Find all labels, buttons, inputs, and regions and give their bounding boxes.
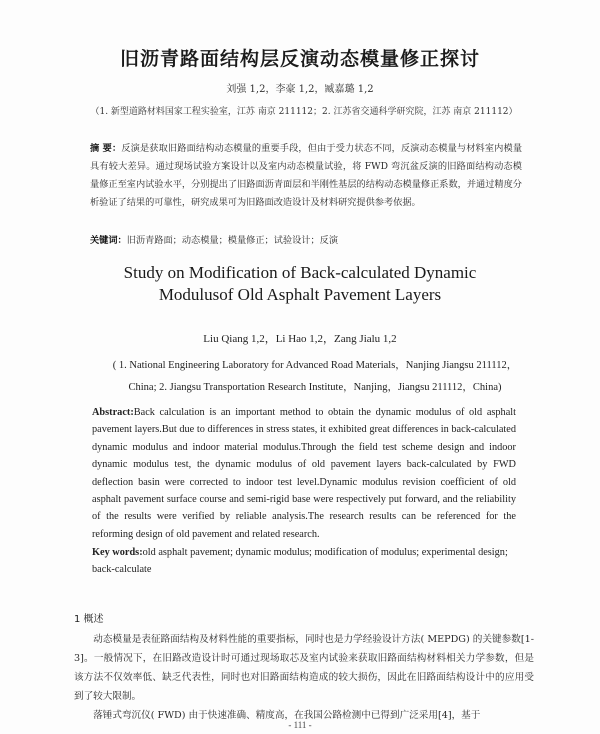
keywords-english-text: old asphalt pavement; dynamic modulus; modification of modulus; experimental design; back-calculate [92,547,508,576]
keywords-english-label: Key words: [92,547,143,558]
abstract-english-label: Abstract: [92,407,134,418]
abstract-chinese-text: 反演是获取旧路面结构动态模量的重要手段，但由于受力状态不同，反演动态模量与材料室内模量具有较大差异。通过现场试验方案设计以及室内动态模量试验，将 FWD 弯沉盆反演的旧路面结构动态模量修正至室内试验水平，分别提出了旧路面沥青面层和半刚性基层的结构动态模量修正系数，并通过精度分析验证了结果的可靠性，研究成果可为旧路面改造设计及材料研究提供参考依据。 [90,143,523,208]
body-paragraph-1: 动态模量是表征路面结构及材料性能的重要指标，同时也是力学经验设计方法( MEPDG) 的关键参数[1-3]。一般情况下，在旧路改造设计时可通过现场取芯及室内试验来获取旧路面结构材料相关力学参数，但是该方法不仅效率低、缺乏代表性，同时也对旧路面结构造成的较大损伤，因此在旧路面结构设计中的应用受到了较大限制。 [74,634,534,702]
paper-title-chinese: 旧沥青路面结构层反演动态模量修正探讨 [119,48,480,70]
section-heading-overview: 1 概述 [74,614,104,625]
paper-title-english-line-2: Modulusof Old Asphalt Pavement Layers [158,285,442,304]
abstract-english-text: Back calculation is an important method to obtain the dynamic modulus of old asphalt pavement layers.But due to differences in stress states, it exhibited great differences in back-calculated dynamic modulus and indoor material modulus.Through the field test scheme design and indoor dynamic modulus test, the dynamic modulus of old pavement layers back-calculated by FWD deflection basin were corrected to indoor test level.Dynamic modulus revision coefficient of old asphalt pavement surface course and semi-rigid base were respectively put forward, and the reliability of the results were verified by reliable analysis.The research results can be referenced for the reforming design of old pavement and related research. [92,407,516,540]
affiliation-english-line-1: ( 1. National Engineering Laboratory for Advanced Road Materials，Nanjing Jiangsu 211112， [112,360,518,371]
authors-english: Liu Qiang 1,2，Li Hao 1,2，Zang Jialu 1,2 [203,333,397,345]
keywords-chinese [90,232,522,246]
paper-title-english [0,262,600,306]
affiliation-english-line-2: China; 2. Jiangsu Transportation Research Institute，Nanjing，Jiangsu 211112，China) [128,382,502,393]
affiliation-english [95,355,535,399]
paper-title-english-line-1: Study on Modification of Back-calculated Dynamic [123,263,477,282]
body-paragraph-2: 落锤式弯沉仪( FWD) 由于快速准确、精度高，在我国公路检测中已得到广泛采用[4]，基于 [93,710,481,721]
authors-chinese: 刘强 1,2，李豪 1,2，臧嘉璐 1,2 [226,84,374,95]
keywords-english [92,544,516,579]
abstract-english [92,404,516,543]
keywords-chinese-label: 关键词： [90,235,127,246]
affiliation-chinese: （1. 新型道路材料国家工程实验室，江苏 南京 211112；2. 江苏省交通科学研究院，江苏 南京 211112） [90,107,518,117]
body-text [74,630,534,725]
page-number: - 111 - [288,720,312,730]
abstract-chinese-label: 摘 要： [90,143,122,154]
keywords-chinese-text: 旧沥青路面；动态模量；模量修正；试验设计；反演 [126,235,339,246]
abstract-chinese [90,140,522,212]
